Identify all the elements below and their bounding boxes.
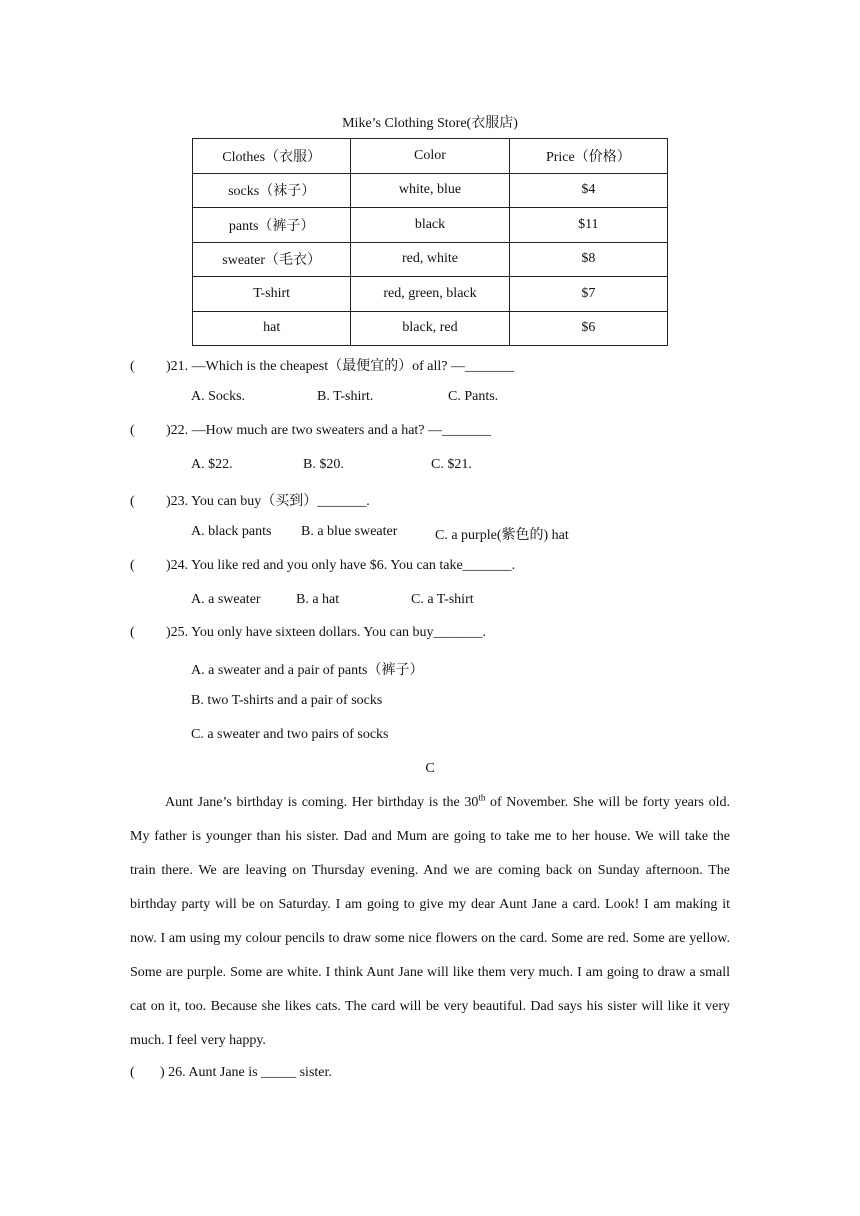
cell-price: $8: [509, 242, 667, 277]
option-a: A. Socks.: [191, 389, 246, 404]
table-row: [193, 173, 668, 208]
table-row: [193, 242, 668, 277]
option-b: B. a blue sweater: [301, 524, 398, 539]
table-row: [193, 208, 668, 243]
option-b: B. two T-shirts and a pair of socks: [191, 693, 383, 708]
cell-color: red, white: [351, 242, 509, 277]
option-a: A. a sweater: [191, 592, 261, 607]
section-c-heading: C: [425, 761, 435, 776]
table-row: [193, 277, 668, 312]
question-25: [130, 625, 486, 641]
answer-blank[interactable]: (: [130, 359, 135, 374]
clothing-price-table: [192, 138, 668, 346]
passage-rest: of November. She will be forty years old. My father is younger than his sister. Dad and Mum are going to take me to her house. We will take the train there. We are leaving on Thursday evening. And we are coming back on Sunday afternoon. The birthday party will be on Saturday. I am going to give my dear Aunt Jane a card. Look! I am making it now. I am using my colour pencils to draw some nice flowers on the card. Some are red. Some are yellow. Some are purple. Some are white. I think Aunt Jane will like them very much. I am going to draw a small cat on it, too. Because she likes cats. The card will be very beautiful. Dad says his sister will like it very much. I feel very happy.: [130, 795, 730, 1048]
option-c: C. a sweater and two pairs of socks: [191, 727, 389, 742]
cell-price: $6: [509, 311, 667, 346]
question-24: [130, 558, 515, 574]
question-26: [130, 1065, 332, 1081]
question-text: )24. You like red and you only have $6. You can take_______.: [166, 558, 516, 573]
cell-clothes: T-shirt: [193, 277, 351, 312]
header-price: Price（价格）: [509, 139, 667, 174]
cell-clothes: hat: [193, 311, 351, 346]
answer-blank[interactable]: (: [130, 494, 135, 509]
question-23: [130, 490, 370, 510]
option-b: B. $20.: [303, 457, 344, 472]
cell-price: $4: [509, 173, 667, 208]
option-b: B. T-shirt.: [317, 389, 374, 404]
question-text: )22. —How much are two sweaters and a hat? —_______: [166, 423, 492, 438]
option-c: C. a purple(紫色的) hat: [435, 528, 569, 543]
ordinal-suffix: th: [478, 792, 486, 803]
cell-color: white, blue: [351, 173, 509, 208]
cell-color: black, red: [351, 311, 509, 346]
cell-price: $11: [509, 208, 667, 243]
option-a: A. $22.: [191, 457, 233, 472]
cell-clothes: sweater（毛衣）: [193, 242, 351, 277]
answer-blank[interactable]: (: [130, 558, 135, 573]
cell-clothes: pants（裤子）: [193, 208, 351, 243]
question-22: [130, 423, 491, 439]
passage-start: Aunt Jane’s birthday is coming. Her birthday is the 30: [165, 795, 479, 810]
option-b: B. a hat: [296, 592, 340, 607]
question-text: ) 26. Aunt Jane is _____ sister.: [160, 1065, 332, 1080]
question-text: )21. —Which is the cheapest（最便宜的）of all? —_______: [166, 359, 514, 374]
answer-blank[interactable]: (: [130, 625, 135, 640]
header-color: Color: [351, 139, 509, 174]
option-a: A. black pants: [191, 524, 272, 539]
answer-blank[interactable]: (: [130, 1065, 135, 1080]
cell-color: red, green, black: [351, 277, 509, 312]
option-c: C. $21.: [431, 457, 472, 472]
cell-clothes: socks（袜子）: [193, 173, 351, 208]
table-title: Mike’s Clothing Store(衣服店): [342, 116, 518, 131]
question-text: )25. You only have sixteen dollars. You can buy_______.: [166, 625, 487, 640]
question-text: )23. You can buy（买到）_______.: [166, 494, 370, 509]
option-c: C. Pants.: [448, 389, 499, 404]
table-header-row: [193, 139, 668, 174]
cell-color: black: [351, 208, 509, 243]
cell-price: $7: [509, 277, 667, 312]
question-21: [130, 355, 514, 375]
option-c: C. a T-shirt: [411, 592, 474, 607]
header-clothes: Clothes（衣服）: [193, 139, 351, 174]
option-a: A. a sweater and a pair of pants（裤子）: [191, 663, 424, 678]
reading-passage: [130, 786, 730, 1058]
answer-blank[interactable]: (: [130, 423, 135, 438]
table-row: [193, 311, 668, 346]
